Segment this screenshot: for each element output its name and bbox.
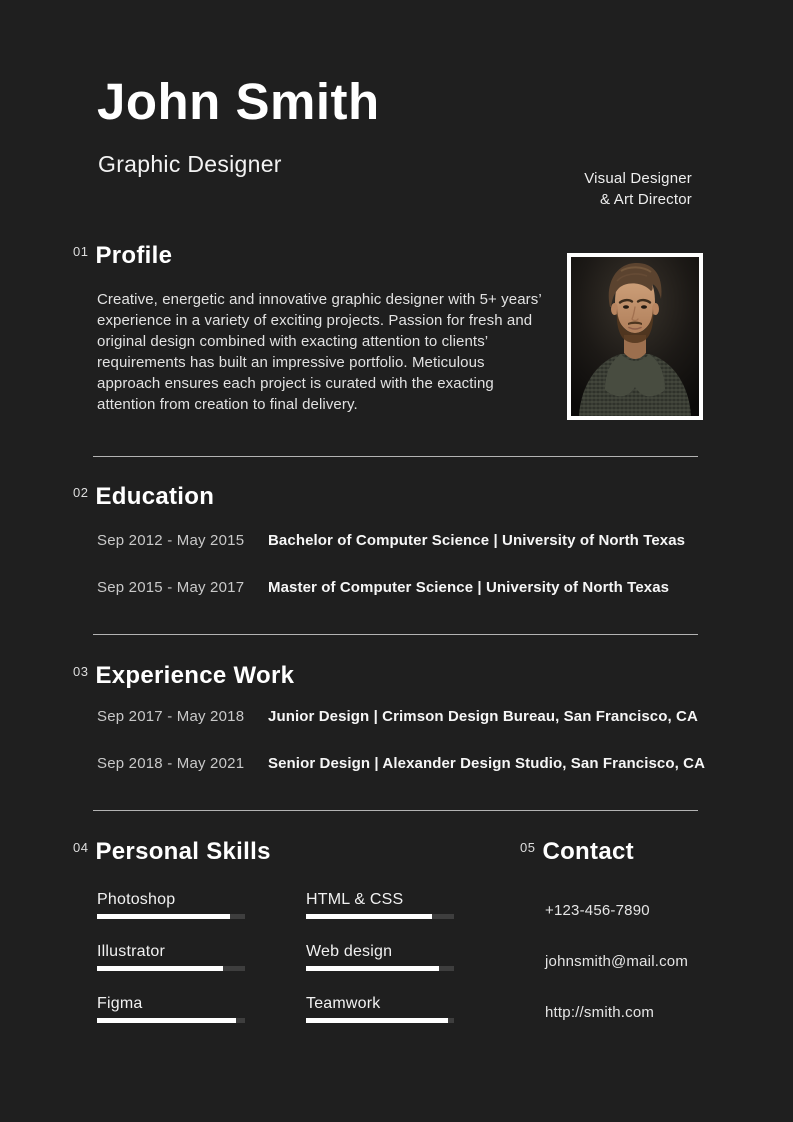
skill-label: Illustrator <box>97 943 165 960</box>
education-section <box>0 483 793 597</box>
contact-email: johnsmith@mail.com <box>545 953 689 970</box>
experience-section-head <box>0 662 793 690</box>
skill-item <box>306 890 456 919</box>
entry-dates: Sep 2012 - May 2015 <box>97 532 245 549</box>
skill-item <box>97 994 247 1023</box>
section-divider <box>93 634 698 635</box>
job-title: Graphic Designer <box>98 151 282 177</box>
skills-columns <box>73 890 456 1046</box>
experience-entry <box>0 708 793 726</box>
contact-website: http://smith.com <box>545 1004 655 1021</box>
section-number: 04 <box>73 840 89 855</box>
skills-section-head <box>73 838 456 866</box>
skill-item <box>97 942 247 971</box>
contact-section-head <box>520 838 688 866</box>
skill-progress-fill <box>306 1018 448 1023</box>
section-title-experience: Experience Work <box>95 662 295 689</box>
skill-progress-bar <box>97 914 245 919</box>
profile-photo <box>567 253 703 420</box>
entry-description: Bachelor of Computer Science | University of North Texas <box>268 532 686 549</box>
skill-progress-fill <box>306 914 432 919</box>
skills-column-right <box>306 890 456 1046</box>
skill-progress-fill <box>97 914 230 919</box>
entry-description: Senior Design | Alexander Design Studio, San Francisco, CA <box>268 755 706 772</box>
tagline-line-1: Visual Designer <box>584 170 692 187</box>
entry-dates: Sep 2017 - May 2018 <box>97 708 245 725</box>
skill-progress-fill <box>97 1018 236 1023</box>
section-title-education: Education <box>95 483 215 510</box>
entry-dates: Sep 2015 - May 2017 <box>97 579 245 596</box>
entry-description: Junior Design | Crimson Design Bureau, San Francisco, CA <box>268 708 698 725</box>
person-name: John Smith <box>97 73 380 130</box>
portrait-illustration <box>571 257 699 416</box>
skill-progress-bar <box>97 966 245 971</box>
section-number: 02 <box>73 485 89 500</box>
section-number: 03 <box>73 664 89 679</box>
tagline <box>584 168 692 210</box>
skill-label: Figma <box>97 995 143 1012</box>
entry-description: Master of Computer Science | University of North Texas <box>268 579 670 596</box>
skill-label: Teamwork <box>306 995 381 1012</box>
skill-progress-fill <box>97 966 223 971</box>
section-title-contact: Contact <box>542 838 634 865</box>
experience-section <box>0 662 793 773</box>
skill-item <box>306 994 456 1023</box>
contact-phone: +123-456-7890 <box>545 902 650 919</box>
skill-progress-bar <box>306 966 454 971</box>
education-entry <box>0 579 793 597</box>
education-section-head <box>0 483 793 511</box>
skill-item <box>306 942 456 971</box>
section-title-skills: Personal Skills <box>95 838 271 865</box>
section-title-profile: Profile <box>95 242 173 269</box>
section-number: 05 <box>520 840 536 855</box>
skills-section <box>73 838 456 1046</box>
section-divider <box>93 456 698 457</box>
skill-label: Photoshop <box>97 891 176 908</box>
skills-contact-row <box>0 838 793 1046</box>
profile-summary-text: Creative, energetic and innovative graphic designer with 5+ years’ experience in a variety of exciting projects. Passion for fresh and original design combined with exacting attention to clients’ requirements has built an impressive portfolio. Meticulous approach ensures each project is curated with the exacting attention from creation to final delivery. <box>97 291 542 413</box>
skill-item <box>97 890 247 919</box>
section-number: 01 <box>73 244 89 259</box>
skill-progress-bar <box>306 1018 454 1023</box>
skills-column-left <box>97 890 247 1046</box>
education-entry <box>0 532 793 550</box>
skill-progress-bar <box>306 914 454 919</box>
skill-progress-bar <box>97 1018 245 1023</box>
section-divider <box>93 810 698 811</box>
contact-section <box>520 838 688 1022</box>
experience-entry <box>0 755 793 773</box>
skill-label: HTML & CSS <box>306 891 404 908</box>
tagline-line-2: & Art Director <box>600 191 692 208</box>
entry-dates: Sep 2018 - May 2021 <box>97 755 245 772</box>
skill-progress-fill <box>306 966 439 971</box>
skill-label: Web design <box>306 943 393 960</box>
